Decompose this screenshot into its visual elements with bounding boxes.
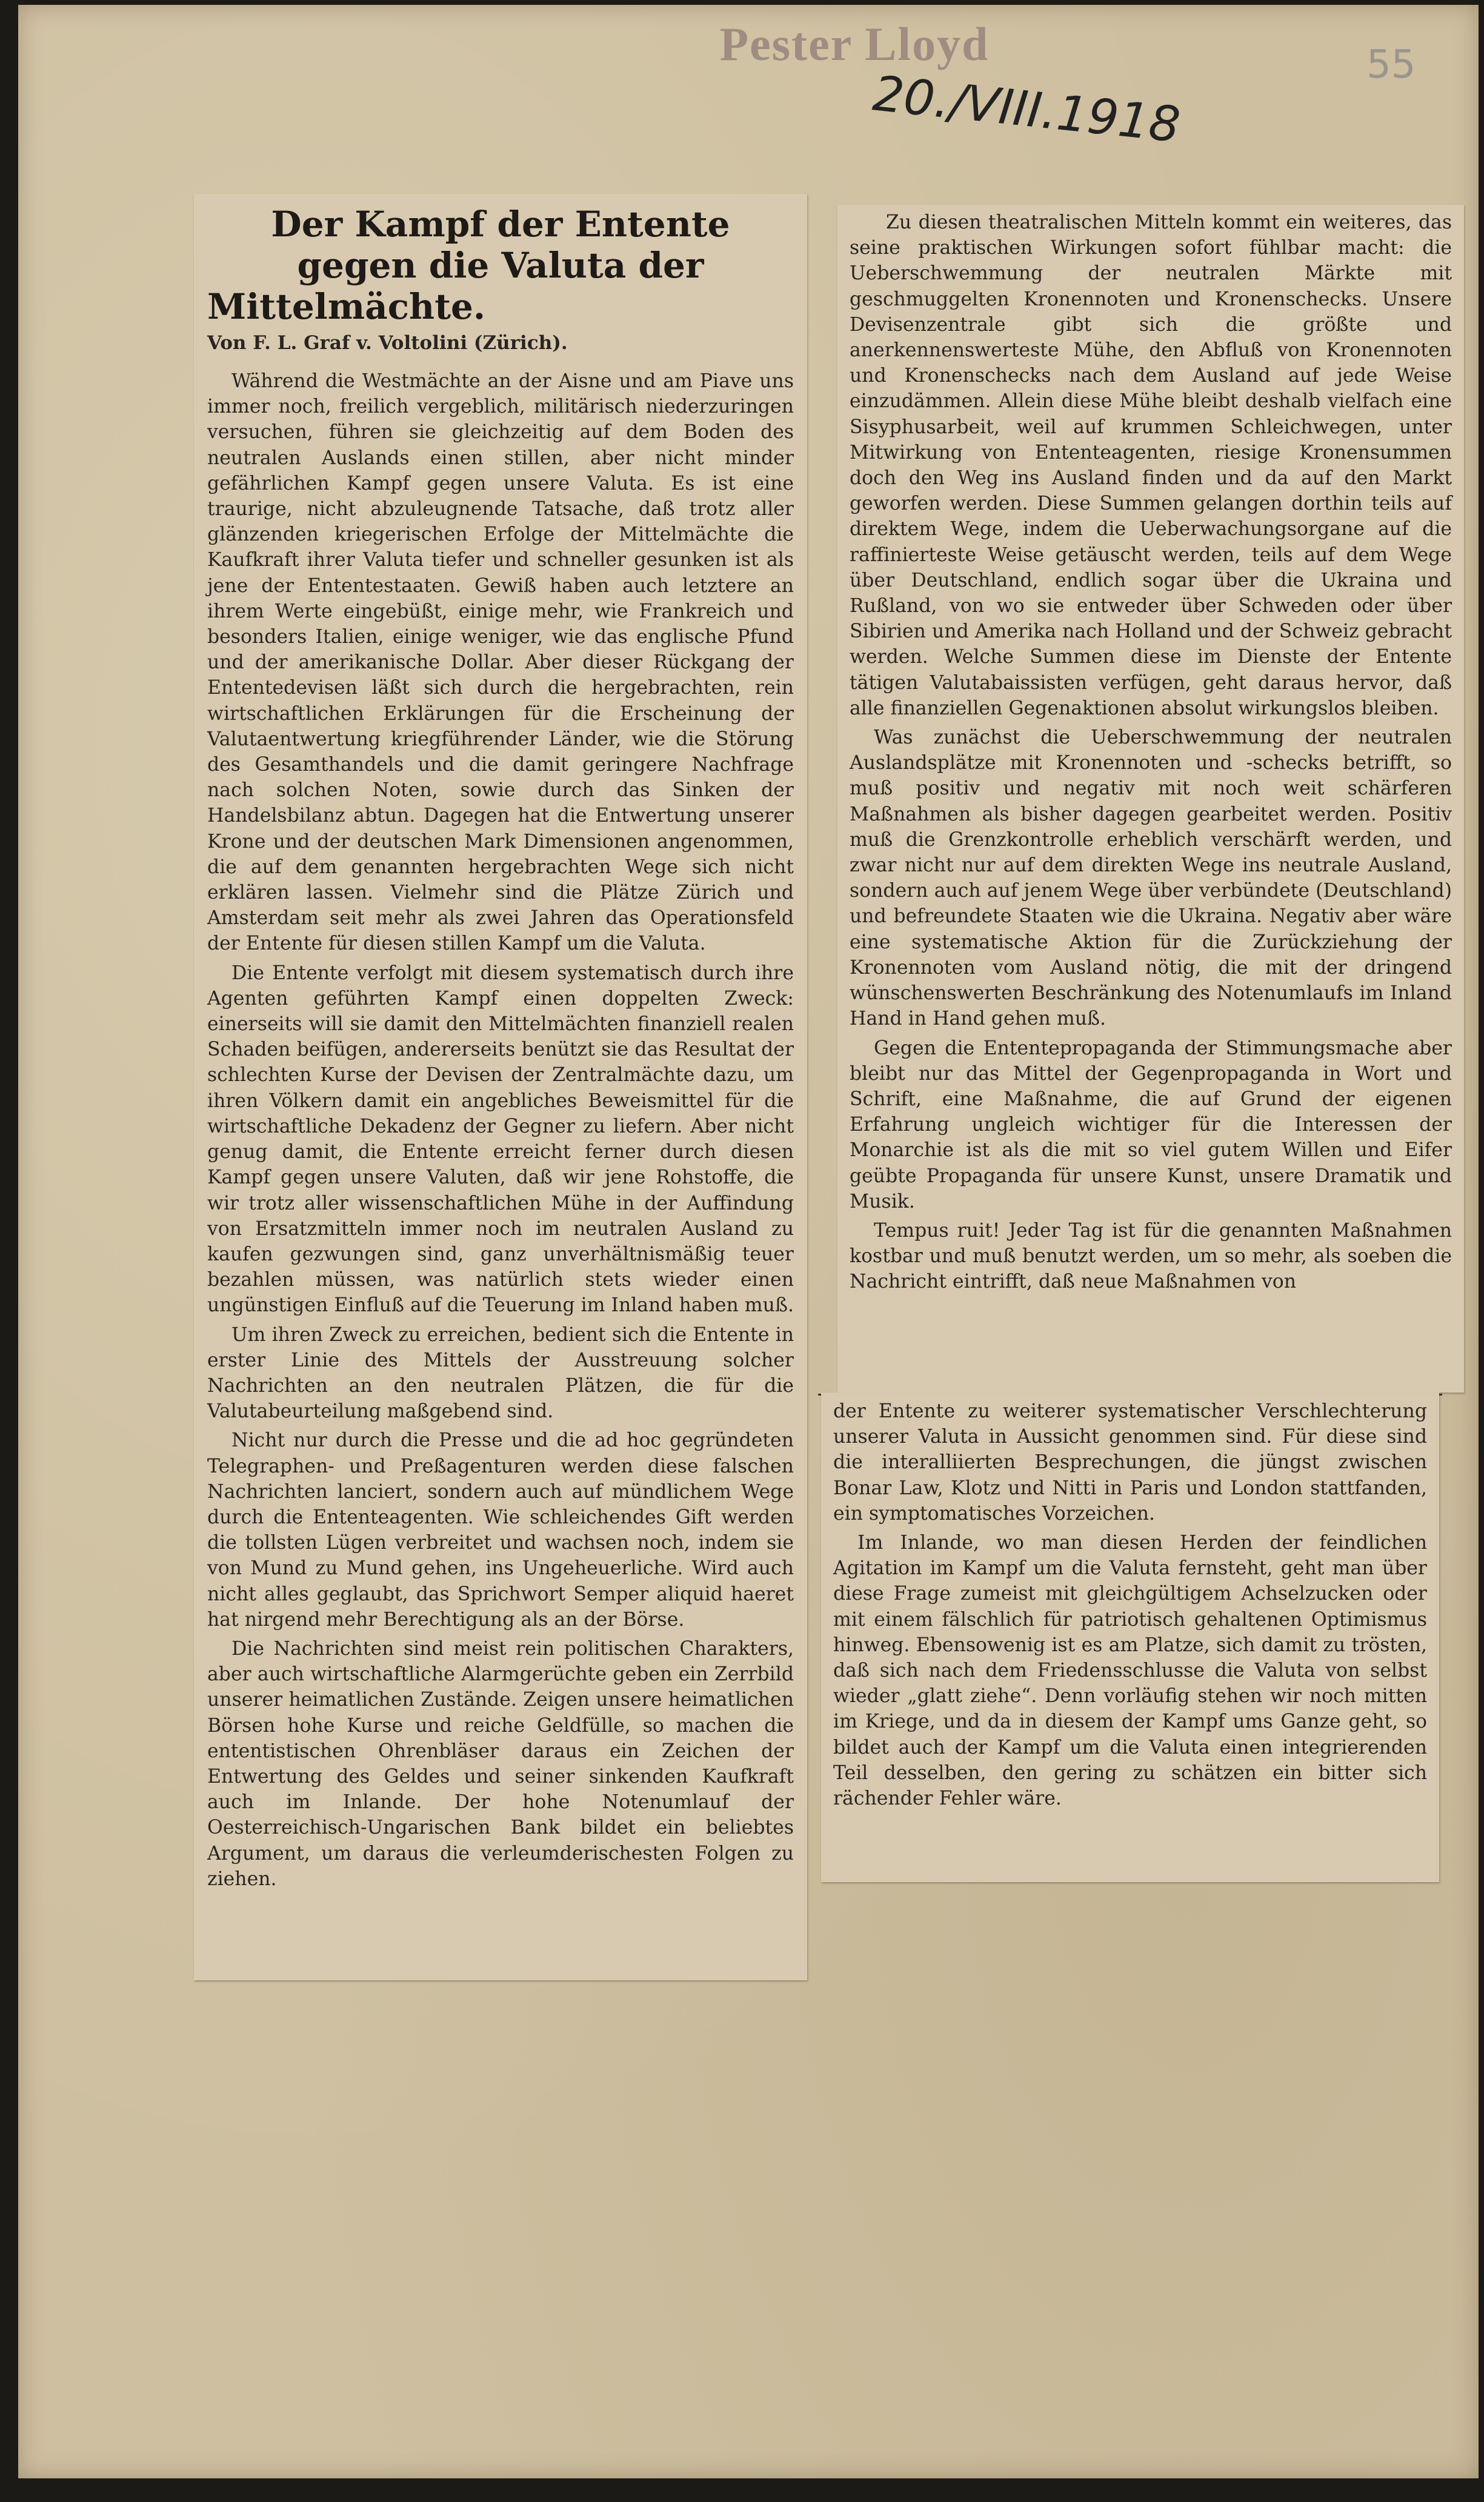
newspaper-stamp: Pester Lloyd [719, 18, 990, 70]
paragraph: Tempus ruit! Jeder Tag ist für die genannten Maßnahmen kostbar und muß benutzt werden, um so mehr, als soeben die Nachricht eintrifft, daß neue Maßnahmen von [850, 1219, 1452, 1293]
paragraph: Im Inlande, wo man diesen Herden der feindlichen Agitation im Kampf um die Valuta fernsteht, geht man über diese Frage zumeist mit gleichgültigem Achselzucken oder mit einem fälschlich für patriotisch gehaltenen Optimismus hinweg. Ebensowenig ist es am Platze, sich damit zu trösten, daß sich nach dem Friedensschlusse die Valuta von selbst wieder „glatt ziehe“. Denn vorläufig stehen wir noch mitten im Kriege, und da in diesem der Kampf ums Ganze geht, so bildet auch der Kampf um die Valuta einen integrierenden Teil desselben, den gering zu schätzen ein bitter sich rächender Fehler wäre. [833, 1532, 1427, 1810]
paragraph: Um ihren Zweck zu erreichen, bedient sich die Entente in erster Linie des Mittels der Ausstreuung solcher Nachrichten an den neutralen Plätzen, die für die Valutabeurteilung maßgebend sind. [207, 1323, 794, 1423]
clipping-right-column-bottom [821, 1392, 1439, 1882]
folio-number: 55 [1366, 42, 1416, 87]
clipping-left-column [194, 194, 807, 1980]
paragraph: Während die Westmächte an der Aisne und am Piave uns immer noch, freilich vergeblich, militärisch niederzuringen versuchen, führen sie gleichzeitig auf dem Boden des neutralen Auslands einen stillen, aber nicht minder gefährlichen Kampf gegen unsere Valuta. Es ist eine traurige, nicht abzuleugnende Tatsache, daß trotz aller glänzenden kriegerischen Erfolge der Mittelmächte die Kaufkraft ihrer Valuta tiefer und schneller gesunken ist als jene der Ententestaaten. Gewiß haben auch letztere an ihrem Werte eingebüßt, einige mehr, wie Frankreich und besonders Italien, einige weniger, wie das englische Pfund und der amerikanische Dollar. Aber dieser Rückgang der Ententedevisen läßt sich durch die hergebrachten, rein wirtschaftlichen Erklärungen für die Erscheinung der Valutaentwertung kriegführender Länder, wie die Störung des Gesamthandels und die damit geringere Nachfrage nach solchen Noten, sowie durch das Sinken der Handelsbilanz abtun. Dagegen hat die Entwertung unserer Krone und der deutschen Mark Dimensionen angenommen, die auf dem genannten hergebrachten Wege sich nicht erklären lassen. Vielmehr sind die Plätze Zürich und Amsterdam seit mehr als zwei Jahren das Operationsfeld der Entente für diesen stillen Kampf um die Valuta. [207, 370, 794, 955]
right-bottom-column-text [833, 1399, 1427, 1815]
paragraph: Die Nachrichten sind meist rein politischen Charakters, aber auch wirtschaftliche Alarmgerüchte geben ein Zerrbild unserer heimatlichen Zustände. Zeigen unsere heimatlichen Börsen hohe Kurse und reiche Geldfülle, so machen die ententistischen Ohrenbläser daraus ein Zeichen der Entwertung des Geldes und seiner sinkenden Kaufkraft auch im Inlande. Der hohe Notenumlauf der Oesterreichisch-Ungarischen Bank bildet ein beliebtes Argument, um daraus die verleumderischesten Folgen zu ziehen. [207, 1637, 794, 1890]
article-byline: Von F. L. Graf v. Voltolini (Zürich). [207, 332, 568, 354]
paragraph: Gegen die Ententepropaganda der Stimmungsmache aber bleibt nur das Mittel der Gegenpropaganda in Wort und Schrift, eine Maßnahme, die auf Grund der eigenen Erfahrung ungleich wichtiger für die Interessen der Monarchie ist als die mit so viel gutem Willen und Eifer geübte Propaganda für unsere Kunst, unsere Dramatik und Musik. [850, 1037, 1452, 1213]
article-title: Der Kampf der Entente gegen die Valuta der Mittelmächte. [207, 204, 730, 327]
paragraph: Nicht nur durch die Presse und die ad hoc gegründeten Telegraphen- und Preßagenturen werden diese falschen Nachrichten lanciert, sondern auch auf mündlichem Wege durch die Ententeagenten. Wie schleichendes Gift werden die tollsten Lügen verbreitet und wachsen noch, indem sie von Mund zu Mund gehen, ins Ungeheuerliche. Wird auch nicht alles geglaubt, das Sprichwort Semper aliquid haeret hat nirgend mehr Berechtigung als an der Börse. [207, 1429, 794, 1631]
paragraph: Zu diesen theatralischen Mitteln kommt ein weiteres, das seine praktischen Wirkungen sofort fühlbar macht: die Ueberschwemmung der neutralen Märkte mit geschmuggelten Kronennoten und Kronenschecks. Unsere Devisenzentrale gibt sich die größte und anerkennenswerteste Mühe, den Abfluß von Kronennoten und Kronenschecks nach dem Ausland auf jede Weise einzudämmen. Allein diese Mühe bleibt deshalb vielfach eine Sisyphusarbeit, weil auf krummen Schleichwegen, unter Mitwirkung von Ententeagenten, riesige Kronensummen doch den Weg ins Ausland finden und da auf den Markt geworfen werden. Diese Summen gelangen dorthin teils auf direktem Wege, indem die Ueberwachungsorgane auf die raffinierteste Weise getäuscht werden, teils auf dem Wege über Deutschland, endlich sogar über die Ukraina und Rußland, von wo sie entweder über Schweden oder über Sibirien und Amerika nach Holland und der Schweiz gebracht werden. Welche Summen diese im Dienste der Entente tätigen Valutabaissisten verfügen, geht daraus hervor, daß alle finanziellen Gegenaktionen absolut wirkungslos bleiben. [850, 211, 1452, 719]
paragraph: Die Entente verfolgt mit diesem systematisch durch ihre Agenten geführten Kampf einen doppelten Zweck: einerseits will sie damit den Mittelmächten finanziell realen Schaden beifügen, andererseits benützt sie das Resultat der schlechten Kurse der Devisen der Zentralmächte dazu, um ihren Völkern damit ein angebliches Beweismittel für die wirtschaftliche Dekadenz der Gegner zu liefern. Aber nicht genug damit, die Entente erreicht ferner durch diesen Kampf gegen unsere Valuten, daß wir jene Rohstoffe, die wir trotz aller wissenschaftlichen Mühe in der Auffindung von Ersatzmitteln immer noch im neutralen Ausland zu kaufen gezwungen sind, ganz unverhältnismäßig teuer bezahlen müssen, was natürlich stets wieder einen ungünstigen Einfluß auf die Teuerung im Inland haben muß. [207, 962, 794, 1317]
paper-sheet [18, 5, 1479, 2478]
right-top-column-text [850, 210, 1452, 1299]
clipping-right-column-top [837, 205, 1464, 1392]
paragraph: Was zunächst die Ueberschwemmung der neutralen Auslandsplätze mit Kronennoten und -schecks betrifft, so muß positiv und negativ mit noch weit schärferen Maßnahmen als bisher dagegen gearbeitet werden. Positiv muß die Grenzkontrolle erheblich verschärft werden, und zwar nicht nur auf dem direkten Wege ins neutrale Ausland, sondern auch auf jenem Wege über verbündete (Deutschland) und befreundete Staaten wie die Ukraina. Negativ aber wäre eine systematische Aktion für die Zurückziehung der Kronennoten vom Ausland nötig, die mit der dringend wünschenswerten Beschränkung des Notenumlaufs im Inland Hand in Hand gehen muß. [850, 727, 1452, 1030]
handwritten-date: 20./VIII.1918 [870, 65, 1183, 154]
paragraph: der Entente zu weiterer systematischer Verschlechterung unserer Valuta in Aussicht genommen sind. Für diese sind die interalliierten Besprechungen, die jüngst zwischen Bonar Law, Klotz und Nitti in Paris und London stattfanden, ein symptomatisches Vorzeichen. [833, 1400, 1427, 1525]
left-column-text [207, 198, 794, 1895]
